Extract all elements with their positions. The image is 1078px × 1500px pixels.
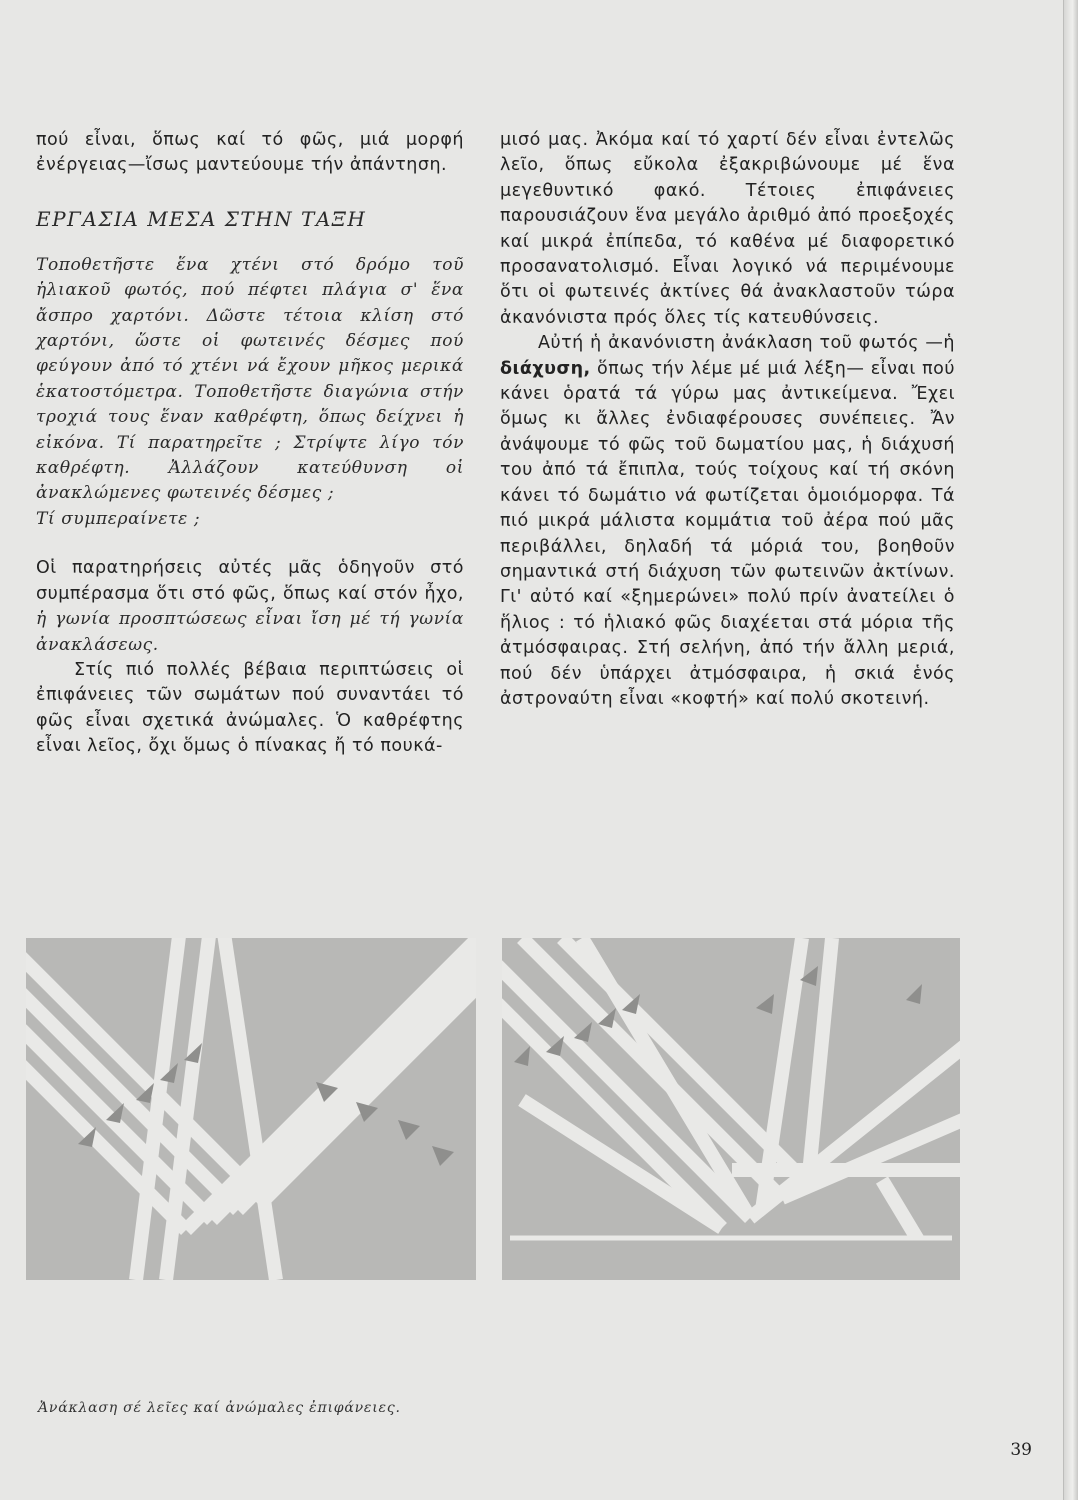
rough-surfaces-paragraph: μισό μας. Ἀκόμα καί τό χαρτί δέν εἶναι ἐντελῶς λεῖο, ὅπως εὔκολα ἐξακριβώνουμε μέ ἕνα μεγεθυντικό φακό. Τέτοιες ἐπιφάνειες παρουσιάζουν ἕνα μεγάλο ἀριθμό ἀπό προεξοχές καί μικρά ἐπίπεδα, τό καθένα μέ διαφορετικό προσανατολισμό. Εἶναι λογικό νά περιμένουμε ὅτι οἱ φωτεινές ἀκτίνες θά ἀνακλαστοῦν τώρα ἀκανόνιστα πρός ὅλες τίς κατευθύνσεις. bbox=[500, 130, 955, 328]
left-column bbox=[36, 128, 464, 760]
diffusion-text-start: Αὐτή ἡ ἀκανόνιστη ἀνάκλαση τοῦ φωτός —ἡ bbox=[538, 333, 955, 354]
right-column bbox=[500, 128, 955, 712]
figure-caption: Ἀνάκλαση σέ λεῖες καί ἀνώμαλες ἐπιφάνειες. bbox=[38, 1400, 401, 1416]
reflection-law: ἡ γωνία προσπτώσεως εἶναι ἴση μέ τή γωνία ἀνακλάσεως. bbox=[36, 609, 464, 655]
diffuse-reflection-figure bbox=[502, 920, 960, 1280]
observation-paragraph bbox=[36, 556, 464, 658]
diffusion-term: διάχυση, bbox=[500, 358, 591, 379]
exercise-question: Τί συμπεραίνετε ; bbox=[36, 508, 201, 529]
rough-surface bbox=[502, 1238, 960, 1280]
page-number: 39 bbox=[1010, 1440, 1032, 1460]
page-edge bbox=[1063, 0, 1078, 1500]
diffusion-paragraph bbox=[500, 331, 955, 712]
section-heading: ΕΡΓΑΣΙΑ ΜΕΣΑ ΣΤΗΝ ΤΑΞΗ bbox=[36, 206, 367, 231]
smooth-reflection-figure bbox=[26, 920, 476, 1280]
exercise-paragraph: Τοποθετῆστε ἕνα χτένι στό δρόμο τοῦ ἡλιακοῦ φωτός, πού πέφτει πλάγια σ' ἕνα ἄσπρο χαρτόνι. Δῶστε τέτοια κλίση στό χαρτόνι, ὥστε οἱ φωτεινές δέσμες πού φεύγουν ἀπό τό χτένι νά ἔχουν μῆκος μερικά ἑκατοστόμετρα. Τοποθετῆστε διαγώνια στήν τροχιά τους ἕναν καθρέφτη, ὅπως δείχνει ἡ εἰκόνα. Τί παρατηρεῖτε ; Στρίψτε λίγο τόν καθρέφτη. Ἀλλάζουν κατεύθυνση οἱ ἀνακλώμενες φωτεινές δέσμες ; bbox=[36, 254, 464, 504]
surfaces-paragraph: Στίς πιό πολλές βέβαια περιπτώσεις οἱ ἐπιφάνειες τῶν σωμάτων πού συναντάει τό φῶς εἶναι σχετικά ἀνώμαλες. Ὁ καθρέφτης εἶναι λεῖος, ὄχι ὅμως ὁ πίνακας ἤ τό πουκά- bbox=[36, 659, 464, 757]
diffusion-text-rest: ὅπως τήν λέμε μέ μιά λέξη— εἶναι πού κάνει ὁρατά τά γύρω μας ἀντικείμενα. Ἔχει ὅμως κι ἄλλες ἐνδιαφέρουσες συνέπειες. Ἄν ἀνάψουμε τό φῶς τοῦ δωματίου μας, ἡ διάχυσή του ἀπό τά ἔπιπλα, τούς τοίχους καί τή σκόνη κάνει τό δωμάτιο νά φωτίζεται ὁμοιόμορφα. Τά πιό μικρά μάλιστα κομμάτια τοῦ ἀέρα πού μᾶς περιβάλλει, δηλαδή τά μόριά του, βοηθοῦν σημαντικά στή διάχυση τῶν φωτεινῶν ἀκτίνων. Γι' αὐτό καί «ξημερώνει» πολύ πρίν ἀνατείλει ὁ ἥλιος : τό ἡλιακό φῶς διαχέεται στά μόρια τῆς ἀτμόσφαιρας. Στή σελήνη, ἀπό τήν ἄλλη μεριά, πού δέν ὑπάρχει ἀτμόσφαιρα, ἡ σκιά ἑνός ἀστροναύτη εἶναι «κοφτή» καί πολύ σκοτεινή. bbox=[500, 358, 955, 709]
observation-text: Οἱ παρατηρήσεις αὐτές μᾶς ὁδηγοῦν στό συμπέρασμα ὅτι στό φῶς, ὅπως καί στόν ἦχο, bbox=[36, 558, 464, 604]
intro-paragraph: πού εἶναι, ὅπως καί τό φῶς, μιά μορφή ἐνέργειας—ἴσως μαντεύουμε τήν ἀπάντηση. bbox=[36, 130, 464, 176]
